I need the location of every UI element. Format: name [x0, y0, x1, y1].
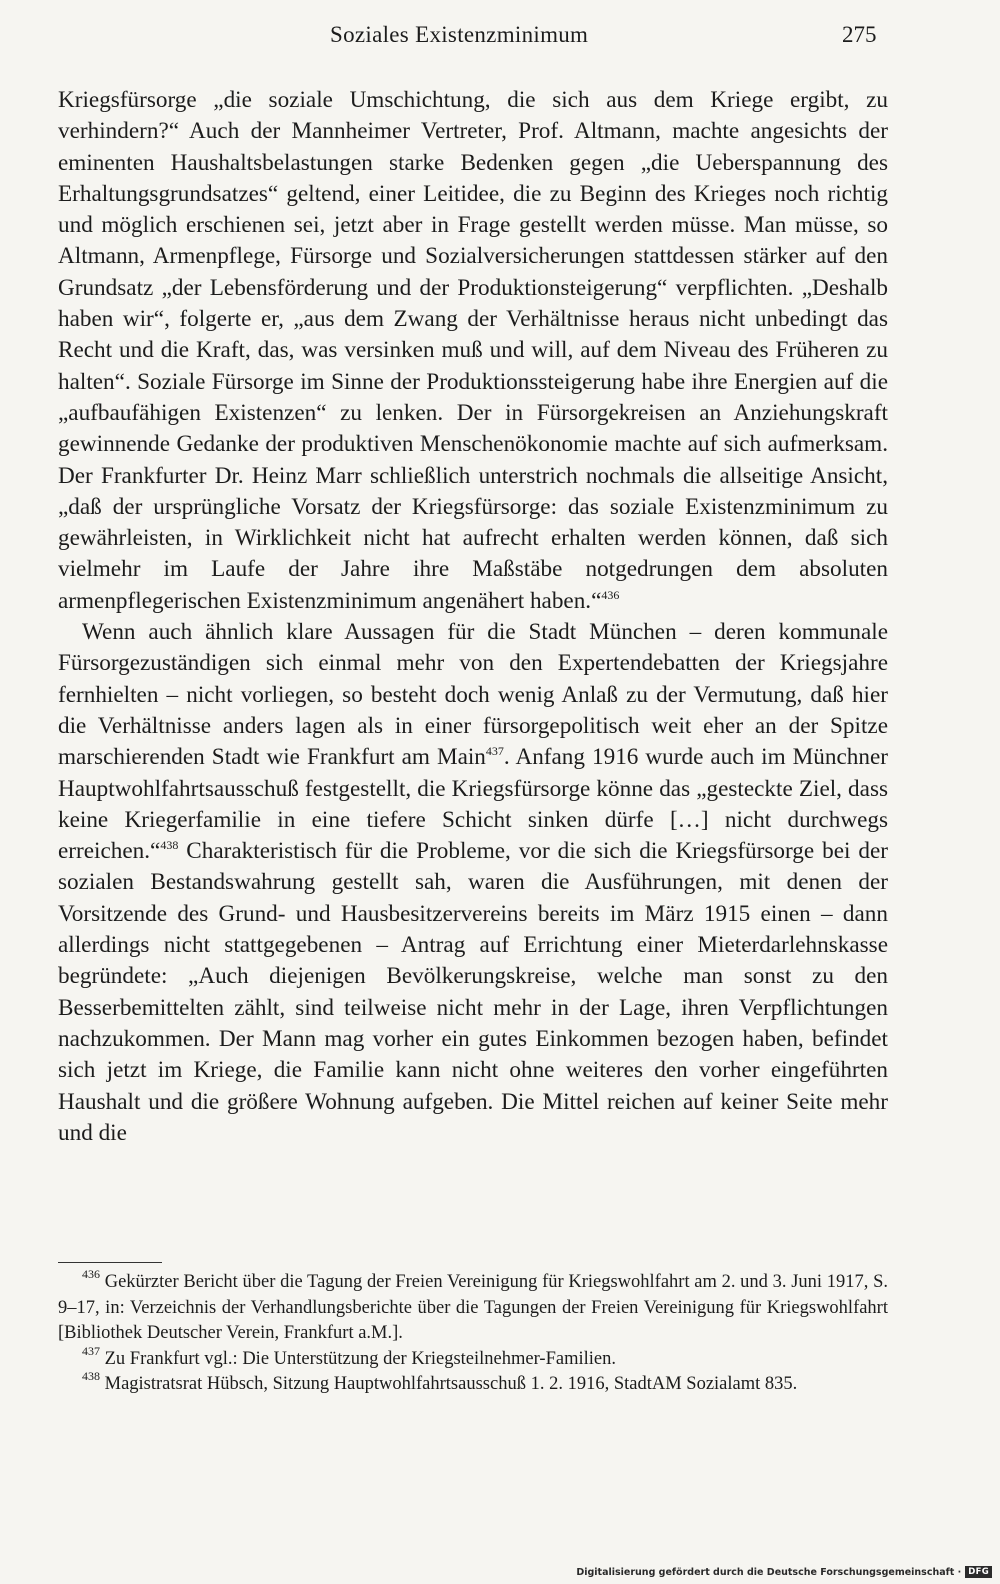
- dfg-logo-icon: DFG: [965, 1566, 992, 1578]
- main-text: [58, 85, 888, 1149]
- footnote-text: Gekürzter Bericht über die Tagung der Freien Vereinigung für Kriegswohlfahrt am 2. und 3. Juni 1917, S. 9–17, in: Verzeichnis der Verhandlungsberichte über die Tagungen der Freien Vereinigung für Kriegswohlfahrt [Bibliothek Deutscher Verein, Frankfurt a.M.].: [58, 1272, 888, 1344]
- footnote: [58, 1369, 888, 1398]
- footnote-number: 437: [82, 1343, 100, 1358]
- paragraph-text: Wenn auch ähnlich klare Aussagen für die Stadt München – deren kommunale Fürsorgezuständigen sich einmal mehr von den Expertendebatten der Kriegsjahre fernhielten – nicht vorliegen, so besteht doch wenig Anlaß zu der Vermutung, daß hier die Verhältnisse anders lagen als in einer fürsorgepolitisch weit eher an der Spitze marschierenden Stadt wie Frankfurt am Main: [58, 619, 888, 771]
- running-head: Soziales Existenzminimum: [330, 22, 589, 47]
- footnote-divider: [58, 1262, 162, 1263]
- footnote-ref: 438: [160, 838, 179, 853]
- footnote-text: Zu Frankfurt vgl.: Die Unterstützung der Kriegsteilnehmer-Familien.: [100, 1348, 616, 1369]
- digitization-watermark: [576, 1566, 992, 1578]
- footnote-number: 438: [82, 1369, 100, 1384]
- footnote-ref: 437: [485, 744, 504, 759]
- page-number: 275: [842, 22, 877, 47]
- paragraph-text: Kriegsfürsorge „die soziale Umschichtung, die sich aus dem Kriege ergibt, zu verhindern?“ Auch der Mannheimer Vertreter, Prof. Altmann, machte angesichts der eminenten Haushaltsbelastungen starke Bedenken gegen „die Ueberspannung des Erhaltungsgrundsatzes“ geltend, einer Leitidee, die zu Beginn des Krieges noch richtig und möglich erschienen sei, jetzt aber in Frage gestellt werden müsse. Man müsse, so Altmann, Armenpflege, Fürsorge und Sozialversicherungen stattdessen stärker auf den Grundsatz „der Lebensförderung und der Produktionsteigerung“ verpflichten. „Deshalb haben wir“, folgerte er, „aus dem Zwang der Verhältnisse heraus nicht unbedingt das Recht und die Kraft, das, was versinken muß und will, auf dem Niveau des Früheren zu halten“. Soziale Fürsorge im Sinne der Produktionssteigerung habe ihre Energien auf die „aufbaufähigen Existenzen“ zu lenken. Der in Fürsorgekreisen an Anziehungskraft gewinnende Gedanke der produktiven Menschenökonomie machte auf sich aufmerksam. Der Frankfurter Dr. Heinz Marr schließlich unterstrich nochmals die allseitige Ansicht, „daß der ursprüngliche Vorsatz der Kriegsfürsorge: das soziale Existenzminimum zu gewährleisten, in Wirklichkeit nicht hat aufrecht erhalten werden können, daß sich vielmehr im Laufe der Jahre ihre Maßstäbe notgedrungen dem absoluten armenpflegerischen Existenzminimum angenähert haben.“: [58, 87, 888, 614]
- footnote: [58, 1343, 888, 1373]
- paragraph-text: Charakteristisch für die Probleme, vor die sich die Kriegsfürsorge bei der sozialen Bestandswahrung gestellt sah, waren die Ausführungen, mit denen der Vorsitzende des Grund- und Hausbesitzervereins bereits im März 1915 einen – dann allerdings nicht stattgegebenen – Antrag auf Errichtung einer Mieterdarlehnskasse begründete: „Auch diejenigen Bevölkerungskreise, welche man sonst zu den Besserbemittelten zählt, sind teilweise nicht mehr in der Lage, ihren Verpflichtungen nachzukommen. Der Mann mag vorher ein gutes Einkommen bezogen haben, befindet sich jetzt im Kriege, die Familie kann nicht ohne weiteres den vorher eingeführten Haushalt und die größere Wohnung aufgeben. Die Mittel reichen auf keiner Seite mehr und die: [58, 838, 888, 1146]
- footnotes: [58, 1267, 888, 1398]
- paragraph-text: . Anfang 1916 wurde auch im Münchner Hauptwohlfahrtsausschuß festgestellt, die Kriegsfürsorge könne das „gesteckte Ziel, dass keine Kriegerfamilie in eine tiefere Schicht sinken dürfe […] nicht durchwegs erreichen.“: [58, 744, 888, 865]
- paragraph: [58, 85, 888, 617]
- paragraph: [58, 617, 888, 1149]
- watermark-text: Digitalisierung gefördert durch die Deutsche Forschungsgemeinschaft ·: [576, 1566, 962, 1578]
- footnote-number: 436: [82, 1267, 100, 1281]
- footnote-text: Magistratsrat Hübsch, Sitzung Hauptwohlfahrtsausschuß 1. 2. 1916, StadtAM Sozialamt 835.: [100, 1374, 798, 1395]
- footnote-ref: 436: [601, 587, 620, 602]
- footnote: [58, 1267, 888, 1347]
